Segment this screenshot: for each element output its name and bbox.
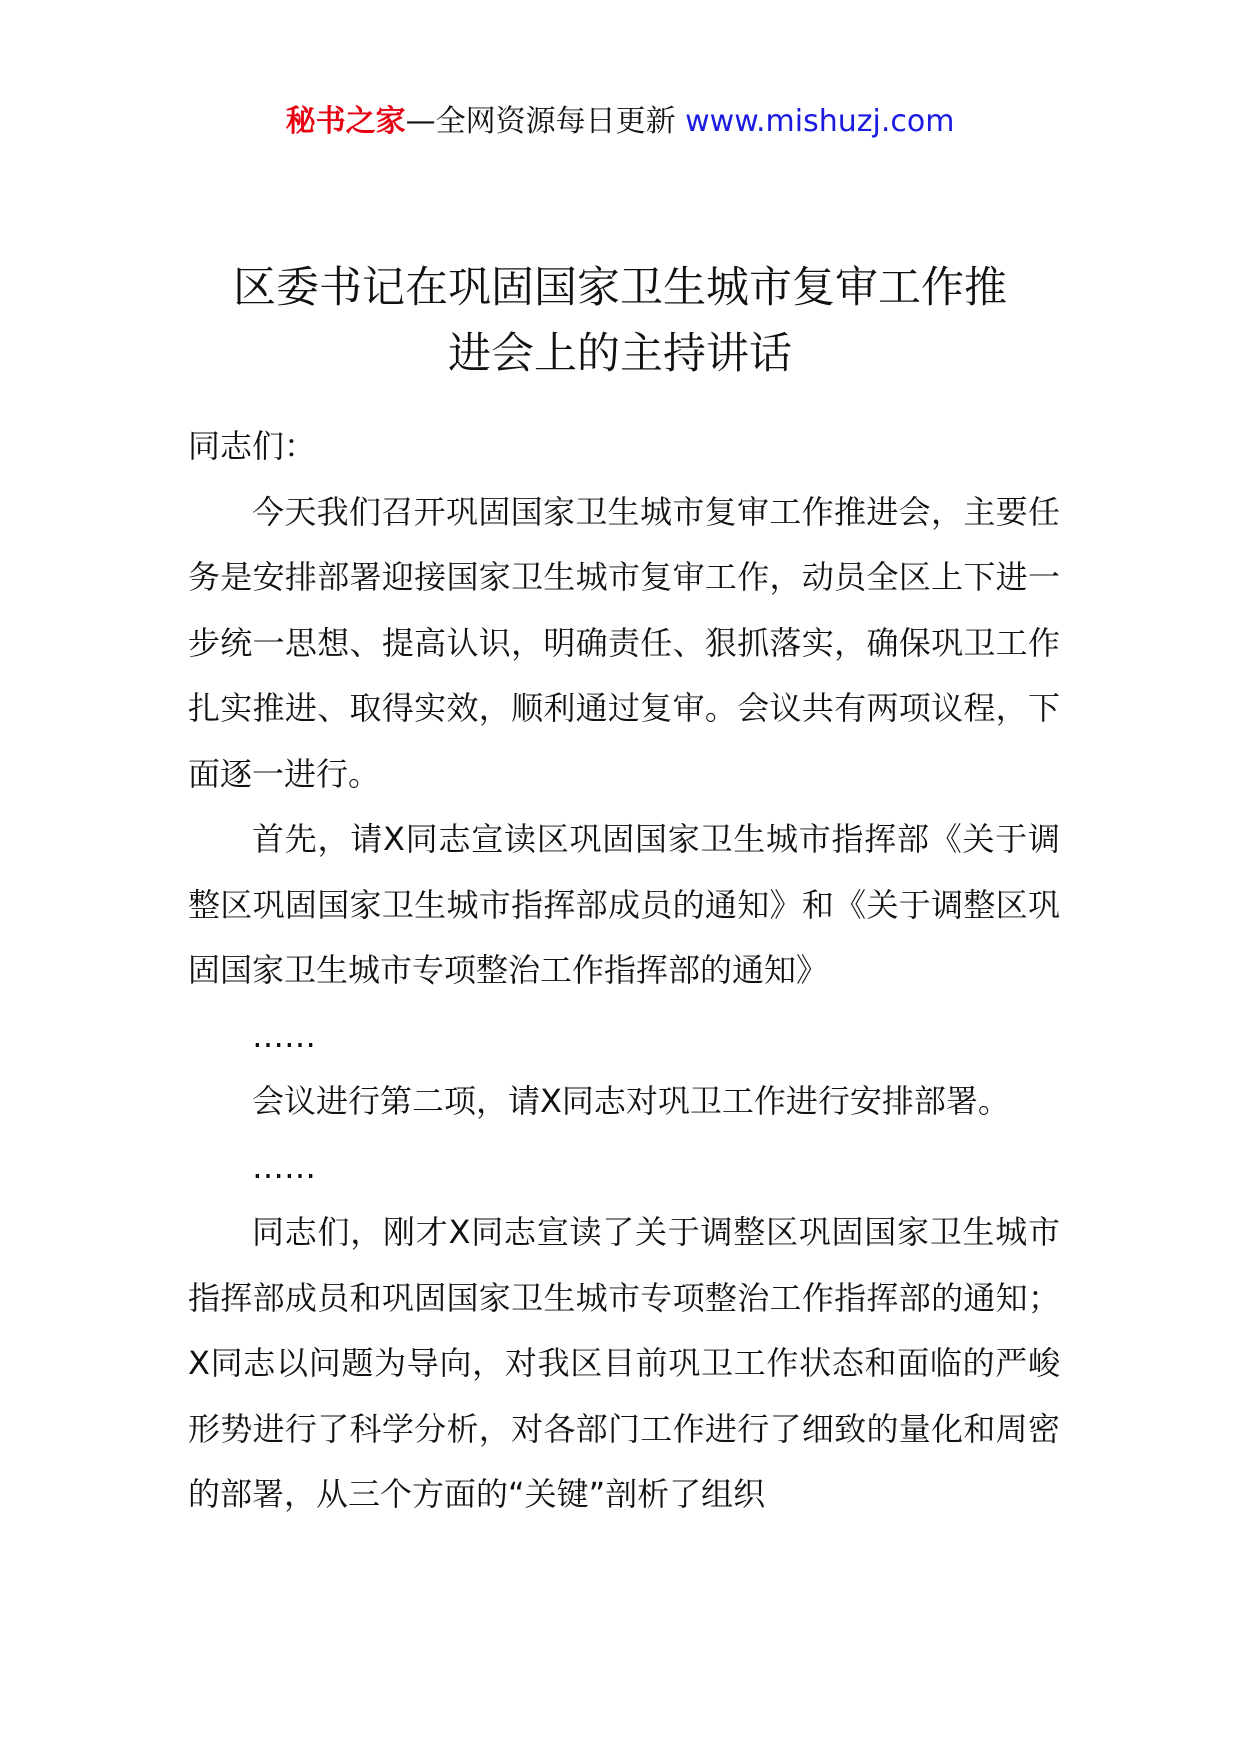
paragraph-opening: 今天我们召开巩固国家卫生城市复审工作推进会，主要任务是安排部署迎接国家卫生城市复审工作，动员全区上下进一步统一思想、提高认识，明确责任、狠抓落实，确保巩卫工作扎实推进、取得实效，顺利通过复审。会议共有两项议程，下面逐一进行。 <box>188 492 1060 793</box>
brand-name: 秘书之家 <box>285 104 406 139</box>
document-title <box>190 255 1050 387</box>
page-header <box>0 100 1240 144</box>
ellipsis-1: …… <box>252 1016 316 1055</box>
title-line-1: 区委书记在巩固国家卫生城市复审工作推 <box>233 263 1007 313</box>
salutation: 同志们： <box>188 427 317 465</box>
site-url-link[interactable]: www.mishuzj.com <box>685 104 955 139</box>
paragraph-summary: 同志们，刚才X同志宣读了关于调整区巩固国家卫生城市指挥部成员和巩固国家卫生城市专项整治工作指挥部的通知；X同志以问题为导向，对我区目前巩卫工作状态和面临的严峻形势进行了科学分析，对各部门工作进行了细致的量化和周密的部署，从三个方面的“关键”剖析了组织 <box>188 1213 1060 1513</box>
title-line-2: 进会上的主持讲话 <box>448 329 792 379</box>
ellipsis-2: …… <box>252 1147 316 1186</box>
header-tagline: —全网资源每日更新 <box>405 104 686 139</box>
paragraph-agenda-item-2: 会议进行第二项，请X同志对巩卫工作进行安排部署。 <box>252 1082 1010 1120</box>
paragraph-agenda-item-1: 首先，请X同志宣读区巩固国家卫生城市指挥部《关于调整区巩固国家卫生城市指挥部成员的通知》和《关于调整区巩固国家卫生城市专项整治工作指挥部的通知》 <box>188 820 1060 989</box>
document-body <box>188 414 1060 1528</box>
